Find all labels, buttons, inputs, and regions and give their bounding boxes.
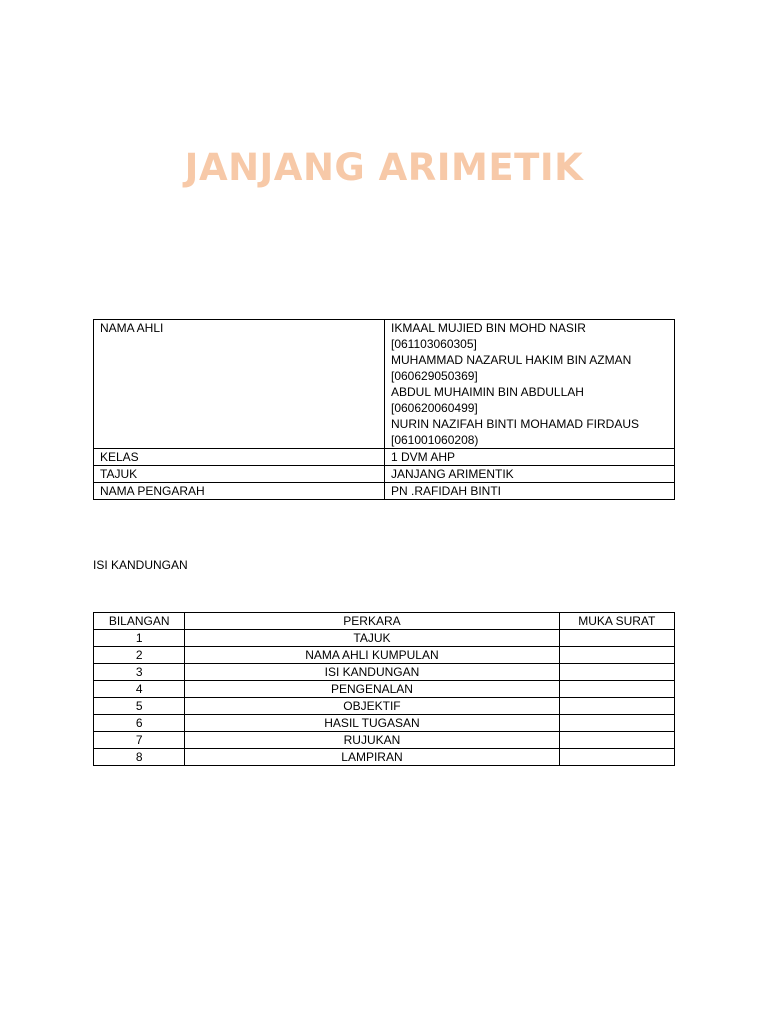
row-page (559, 647, 674, 664)
info-table (93, 319, 675, 500)
row-page (559, 698, 674, 715)
member-line: [060620060499] (391, 401, 478, 415)
row-page (559, 681, 674, 698)
table-row (94, 749, 675, 766)
row-number: 5 (94, 698, 185, 715)
row-item: LAMPIRAN (185, 749, 559, 766)
table-row (94, 449, 675, 466)
row-number: 7 (94, 732, 185, 749)
member-line: NURIN NAZIFAH BINTI MOHAMAD FIRDAUS (391, 417, 640, 431)
class-value: 1 DVM AHP (385, 449, 675, 466)
supervisor-value: PN .RAFIDAH BINTI (385, 483, 675, 500)
row-number: 1 (94, 630, 185, 647)
row-number: 6 (94, 715, 185, 732)
row-item: HASIL TUGASAN (185, 715, 559, 732)
table-row (94, 483, 675, 500)
member-line: [060629050369] (391, 369, 478, 383)
supervisor-label: NAMA PENGARAH (94, 483, 385, 500)
table-row (94, 320, 675, 449)
row-page (559, 749, 674, 766)
row-page (559, 664, 674, 681)
row-item: TAJUK (185, 630, 559, 647)
page-title: JANJANG ARIMETIK (184, 146, 584, 189)
row-number: 3 (94, 664, 185, 681)
row-number: 4 (94, 681, 185, 698)
table-row (94, 732, 675, 749)
column-header: PERKARA (185, 613, 559, 630)
table-row (94, 647, 675, 664)
contents-table (93, 612, 675, 766)
table-row (94, 664, 675, 681)
row-number: 2 (94, 647, 185, 664)
member-line: [061001060208) (391, 433, 479, 447)
row-item: NAMA AHLI KUMPULAN (185, 647, 559, 664)
class-label: KELAS (94, 449, 385, 466)
member-line: MUHAMMAD NAZARUL HAKIM BIN AZMAN (391, 353, 632, 367)
members-label: NAMA AHLI (94, 320, 385, 449)
row-item: ISI KANDUNGAN (185, 664, 559, 681)
row-item: PENGENALAN (185, 681, 559, 698)
table-row (94, 715, 675, 732)
row-page (559, 630, 674, 647)
table-header-row (94, 613, 675, 630)
members-value (385, 320, 675, 449)
member-line: ABDUL MUHAIMIN BIN ABDULLAH (391, 385, 584, 399)
member-line: IKMAAL MUJIED BIN MOHD NASIR (391, 321, 586, 335)
member-line: [061103060305] (391, 337, 477, 351)
topic-value: JANJANG ARIMENTIK (385, 466, 675, 483)
row-page (559, 715, 674, 732)
column-header: BILANGAN (94, 613, 185, 630)
topic-label: TAJUK (94, 466, 385, 483)
row-number: 8 (94, 749, 185, 766)
row-item: RUJUKAN (185, 732, 559, 749)
table-row (94, 466, 675, 483)
table-row (94, 681, 675, 698)
table-row (94, 698, 675, 715)
column-header: MUKA SURAT (559, 613, 674, 630)
row-item: OBJEKTIF (185, 698, 559, 715)
row-page (559, 732, 674, 749)
table-row (94, 630, 675, 647)
contents-heading: ISI KANDUNGAN (93, 558, 188, 572)
